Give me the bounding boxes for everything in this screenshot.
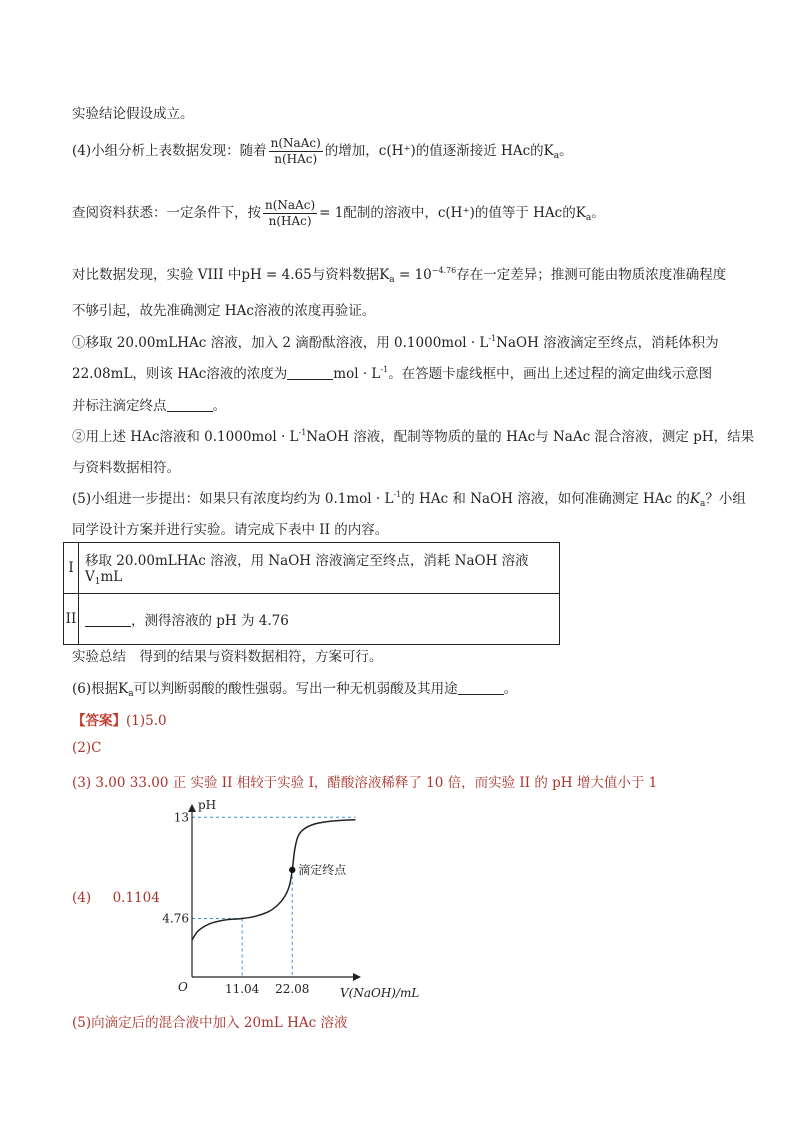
x-axis-label: V(NaOH)/mL [340, 986, 420, 1000]
y-tick-label: 13 [173, 810, 189, 825]
text-line-3 [72, 198, 605, 229]
text-segment: 存在一定差异；推测可能由物质浓度准确程度 [456, 267, 727, 283]
endpoint-marker [289, 867, 295, 873]
answer-line-1 [72, 709, 167, 729]
answer-blank[interactable] [287, 367, 333, 380]
text-line-6 [72, 331, 719, 351]
text-segment: mL [100, 569, 123, 585]
endpoint-annotation: 滴定终点 [298, 862, 347, 877]
text-segment: 的值等于 HAc的K [474, 205, 586, 221]
text-line-12: 同学设计方案并进行实验。请完成下表中 II 的内容。 [72, 522, 389, 538]
text-segment: (5)小组进一步提出：如果只有浓度均约为 0.1mol · L [72, 491, 394, 507]
text-line-8 [72, 394, 226, 414]
superscript: -1 [488, 334, 497, 343]
text-segment: ②用上述 HAc溶液和 0.1000mol · L [72, 429, 299, 445]
text-line-4 [72, 263, 726, 285]
k-symbol: K [689, 491, 700, 507]
text-segment: (4)小组分析上表数据发现：随着 [72, 143, 267, 159]
text-line-1: 实验结论假设成立。 [72, 106, 194, 122]
text-segment: ，测得溶液的 pH 为 4.76 [131, 613, 289, 629]
x-tick-label: 11.04 [224, 982, 260, 996]
text-segment: = 10 [394, 267, 432, 283]
superscript: -1 [298, 428, 307, 437]
titration-curve [192, 820, 356, 940]
superscript: -1 [380, 365, 389, 374]
superscript: −4.76 [431, 266, 457, 275]
text-segment: 并标注滴定终点 [72, 398, 167, 414]
answer-blank[interactable] [85, 614, 131, 627]
text-segment: NaOH 溶液，配制等物质的量的 HAc与 NaAc 混合溶液，测定 pH，结果 [306, 429, 755, 445]
titration-chart [160, 795, 450, 1005]
fraction-denominator: n(HAc) [274, 152, 318, 166]
text-segment: 的 HAc 和 NaOH 溶液，如何准确测定 HAc 的 [401, 491, 690, 507]
text-segment: NaOH 溶液滴定至终点，消耗体积为 [496, 335, 719, 351]
answer-line-4: (4) 0.1104 [72, 890, 160, 906]
text-segment: 22.08mL，则该 HAc溶液的浓度为 [72, 366, 288, 382]
answer-line-3: (3) 3.00 33.00 正 实验 II 相较于实验 I，醋酸溶液稀释了 10 倍，而实验 II 的 pH 增大值小于 1 [72, 775, 658, 791]
text-segment: ？小组 [705, 491, 746, 507]
text-line-7 [72, 362, 712, 382]
answer-text: (1)5.0 [126, 713, 167, 729]
y-tick-label: 4.76 [162, 911, 189, 926]
text-line-13: 实验总结 得到的结果与资料数据相符，方案可行。 [72, 649, 383, 665]
fraction [269, 136, 323, 167]
fraction [263, 198, 317, 229]
subscript: a [389, 275, 395, 285]
text-segment: 。 [503, 681, 518, 697]
answer-line-2: (2)C [72, 740, 102, 756]
y-axis-label: pH [198, 798, 217, 812]
row-index: II [64, 594, 79, 645]
fraction-numerator: n(NaAc) [270, 136, 321, 150]
subscript: a [585, 213, 592, 223]
h-ion: (H⁺) [445, 205, 475, 221]
text-segment: 可以判断弱酸的酸性强弱。写出一种无机弱酸及其用途 [133, 681, 458, 697]
text-line-10: 与资料数据相符。 [72, 460, 180, 476]
text-segment: mol · L [333, 366, 381, 382]
text-segment: 。 [591, 205, 605, 221]
text-line-14 [72, 677, 517, 699]
x-tick-label: 22.08 [275, 982, 310, 996]
text-segment: 的值逐渐接近 HAc的K [415, 143, 554, 159]
subscript: 1 [94, 577, 101, 587]
text-segment: = 1配制的溶液中，c [319, 205, 446, 221]
h-ion: (H⁺) [386, 143, 416, 159]
text-segment: (6)根据K [72, 681, 129, 697]
subscript: a [128, 689, 134, 699]
row-index: I [64, 543, 79, 594]
text-segment: 对比数据发现，实验 VIII 中pH = 4.65与资料数据K [72, 267, 390, 283]
text-line-11 [72, 487, 746, 509]
text-segment: 的增加，c [324, 143, 387, 159]
subscript: a [699, 499, 706, 509]
superscript: -1 [393, 490, 402, 499]
text-segment: 。 [559, 143, 573, 159]
answer-label: 【答案】 [72, 713, 126, 729]
answer-blank[interactable] [167, 399, 213, 412]
text-line-9 [72, 425, 754, 445]
row-content [79, 543, 560, 594]
text-segment: 移取 20.00mLHAc 溶液，用 NaOH 溶液滴定至终点，消耗 NaOH 溶液 V [85, 553, 529, 585]
subscript: a [553, 151, 560, 161]
text-segment: 。在答题卡虚线框中，画出上述过程的滴定曲线示意图 [388, 366, 713, 382]
text-segment: 查阅资料获悉：一定条件下，按 [72, 205, 261, 221]
plan-table [63, 542, 560, 645]
text-line-5: 不够引起，故先准确测定 HAc溶液的浓度再验证。 [72, 303, 376, 319]
text-segment: ①移取 20.00mLHAc 溶液，加入 2 滴酚酞溶液，用 0.1000mol · L [72, 335, 489, 351]
answer-line-5: (5)向滴定后的混合液中加入 20mL HAc 溶液 [72, 1015, 348, 1031]
table-row [64, 594, 560, 645]
fraction-denominator: n(HAc) [268, 214, 312, 228]
text-segment: 。 [212, 398, 226, 414]
row-content [79, 594, 560, 645]
answer-blank[interactable] [458, 682, 504, 695]
fraction-numerator: n(NaAc) [265, 198, 316, 212]
origin-label: O [178, 980, 188, 994]
table-row [64, 543, 560, 594]
text-line-2 [72, 136, 573, 167]
